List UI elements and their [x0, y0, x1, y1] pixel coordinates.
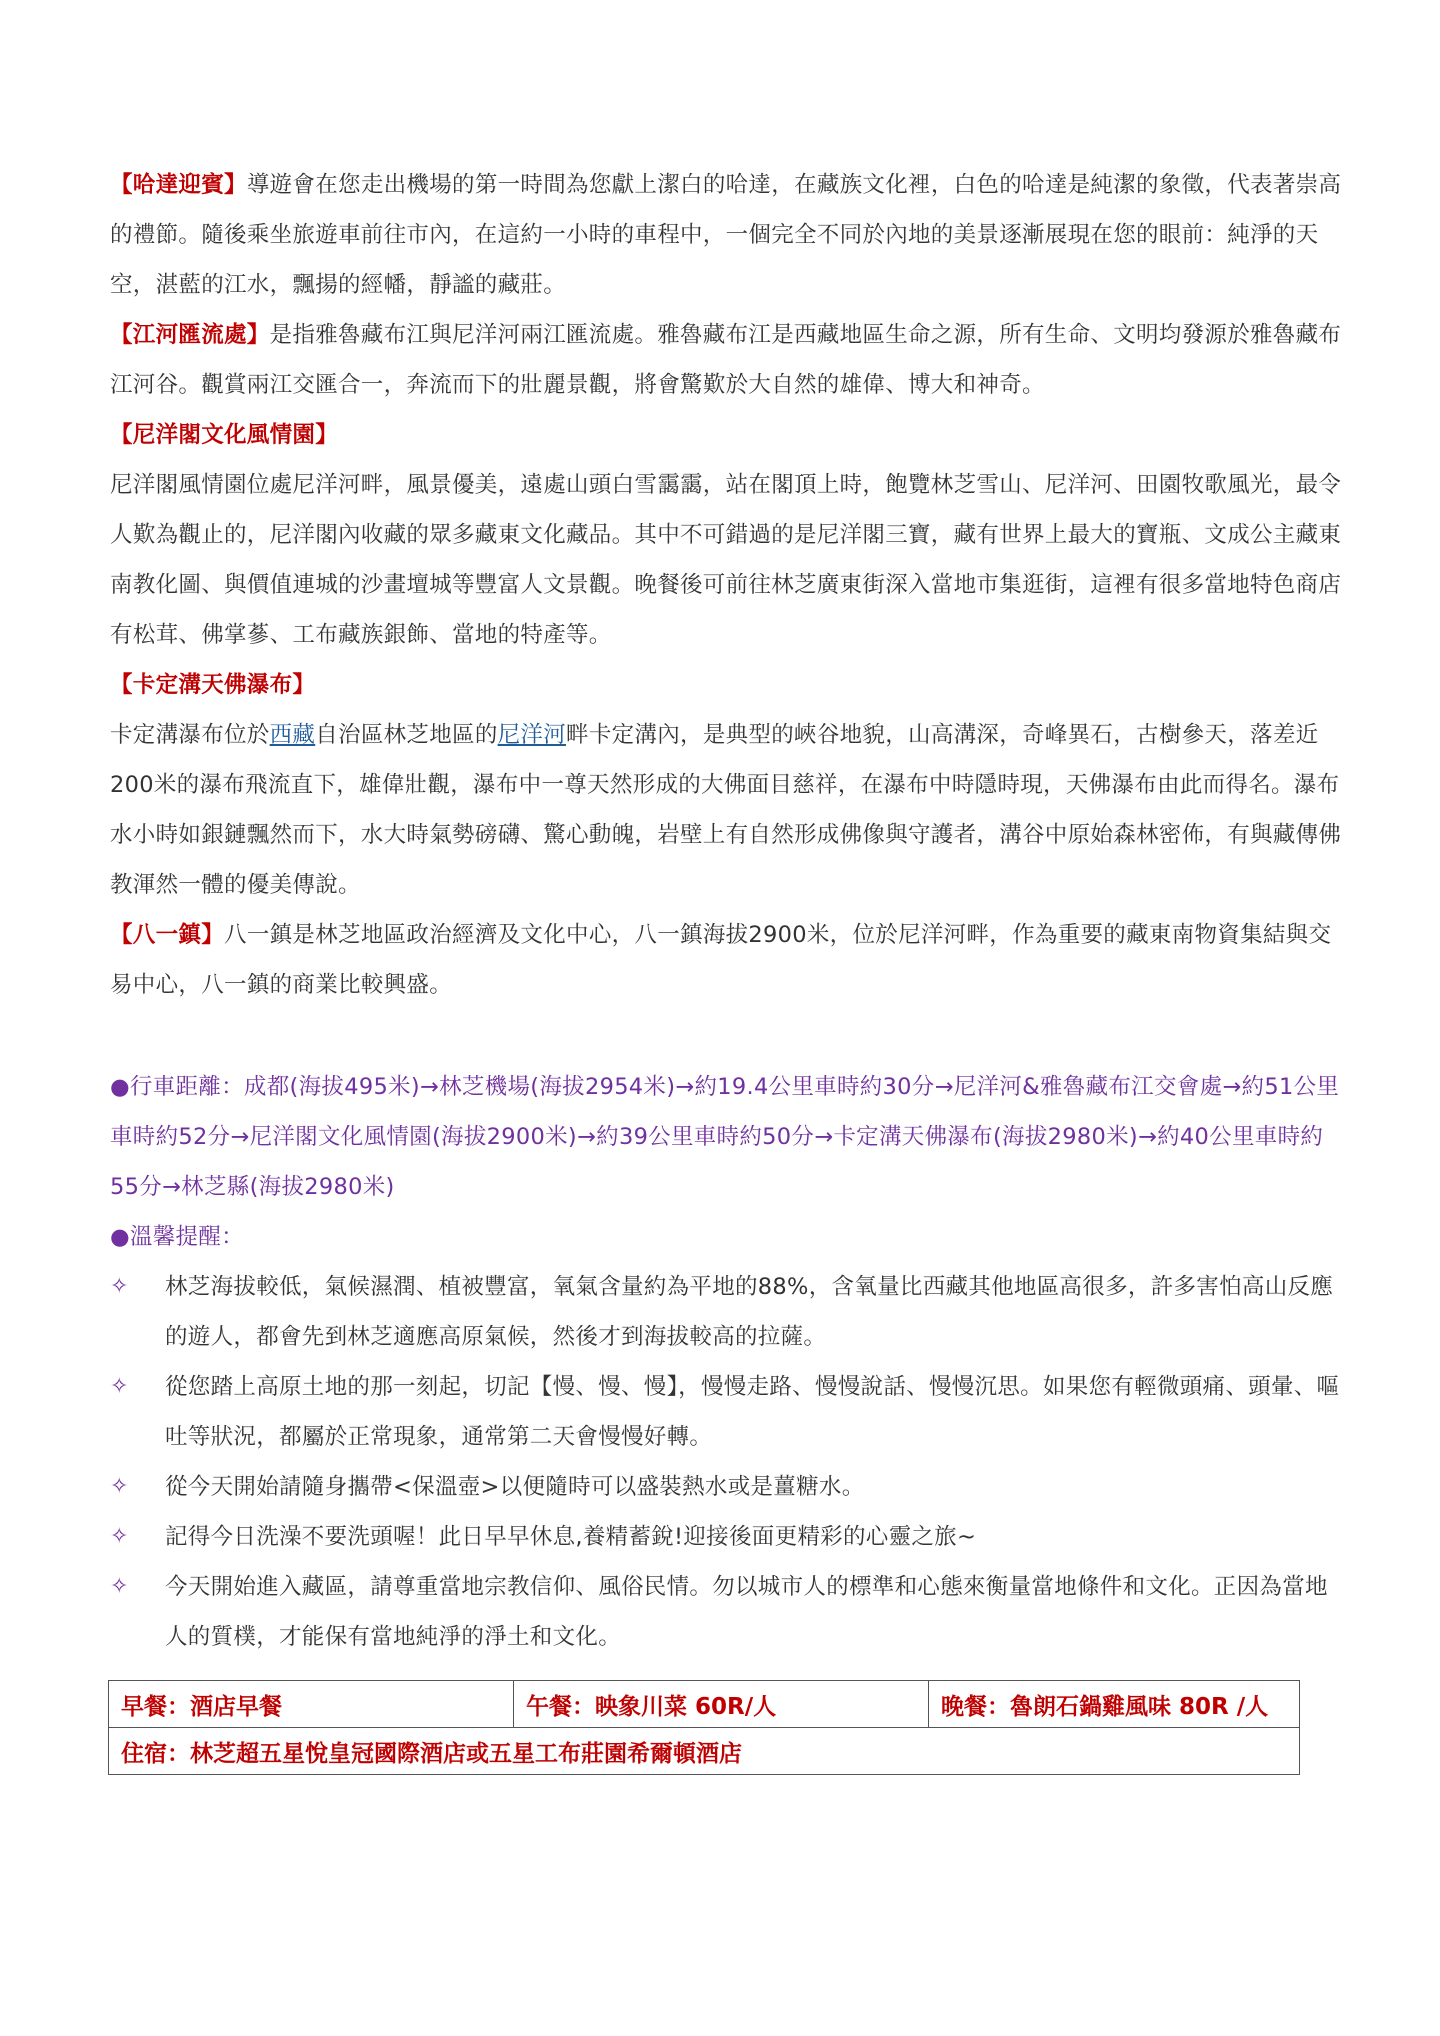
section-heading: 【哈達迎賓】: [110, 172, 247, 198]
section-heading: 【卡定溝天佛瀑布】: [110, 672, 316, 698]
route-distance: ●行車距離：成都(海拔495米)→林芝機場(海拔2954米)→約19.4公里車時約30分→尼洋河&雅魯藏布江交會處→約51公里車時約52分→尼洋閣文化風情園(海拔2900米)→約39公里車時約50分→卡定溝天佛瀑布(海拔2980米)→約40公里車時約55分→林芝縣(海拔2980米): [110, 1074, 1340, 1200]
dinner-cell: 晚餐：魯朗石鍋雞風味 80R /人: [929, 1681, 1300, 1728]
diamond-bullet-icon: ✧: [110, 1524, 129, 1549]
section-heading: 【八一鎮】: [110, 922, 225, 948]
section-text: 自治區林芝地區的: [315, 722, 498, 748]
link-tibet[interactable]: 西藏: [269, 722, 316, 748]
reminder-text: 記得今日洗澡不要洗頭喔！此日早早休息,養精蓄銳!迎接後面更精彩的心靈之旅~: [165, 1524, 977, 1550]
diamond-bullet-icon: ✧: [110, 1574, 129, 1599]
section-heading: 【尼洋閣文化風情園】: [110, 422, 339, 448]
reminder-item: [110, 1262, 1350, 1362]
section-text: 尼洋閣風情園位處尼洋河畔，風景優美，遠處山頭白雪靄靄，站在閣頂上時，飽覽林芝雪山、尼洋河、田園牧歌風光，最令人歎為觀止的，尼洋閣內收藏的眾多藏東文化藏品。其中不可錯過的是尼洋閣三寶，藏有世界上最大的寶瓶、文成公主藏東南教化圖、與價值連城的沙畫壇城等豐富人文景觀。晚餐後可前往林芝廣東街深入當地市集逛街，這裡有很多當地特色商店有松茸、佛掌蔘、工布藏族銀飾、當地的特產等。: [110, 472, 1342, 648]
reminder-text: 林芝海拔較低，氣候濕潤、植被豐富，氧氣含量約為平地的88%，含氧量比西藏其他地區高很多，許多害怕高山反應的遊人，都會先到林芝適應高原氣候，然後才到海拔較高的拉薩。: [165, 1274, 1334, 1350]
section-hada: [110, 160, 1350, 310]
reminder-text: 從今天開始請隨身攜帶<保溫壺>以便隨時可以盛裝熱水或是薑糖水。: [165, 1474, 865, 1500]
section-text: 八一鎮是林芝地區政治經濟及文化中心，八一鎮海拔2900米，位於尼洋河畔，作為重要的藏東南物資集結與交易中心，八一鎮的商業比較興盛。: [110, 922, 1332, 998]
reminder-title: ●溫馨提醒：: [110, 1224, 244, 1250]
reminder-item: [110, 1512, 1350, 1562]
section-text: 導遊會在您走出機場的第一時間為您獻上潔白的哈達，在藏族文化裡，白色的哈達是純潔的象徵，代表著崇高的禮節。隨後乘坐旅遊車前往市內，在這約一小時的車程中，一個完全不同於內地的美景逐漸展現在您的眼前：純淨的天空，湛藍的江水，飄揚的經幡，靜謐的藏莊。: [110, 172, 1342, 298]
section-kading: [110, 660, 1350, 910]
section-text: 畔卡定溝內，是典型的峽谷地貌，山高溝深，奇峰異石，古樹參天，落差近200米的瀑布飛流直下，雄偉壯觀，瀑布中一尊天然形成的大佛面目慈祥，在瀑布中時隱時現，天佛瀑布由此而得名。瀑布水小時如銀鏈飄然而下，水大時氣勢磅礴、驚心動魄，岩壁上有自然形成佛像與守護者，溝谷中原始森林密佈，有與藏傳佛教渾然一體的優美傳說。: [110, 722, 1342, 898]
breakfast-cell: 早餐：酒店早餐: [109, 1681, 514, 1728]
reminder-item: [110, 1562, 1350, 1662]
diamond-bullet-icon: ✧: [110, 1374, 129, 1399]
link-niyang-river[interactable]: 尼洋河: [497, 722, 567, 748]
spacer: [110, 1010, 1350, 1062]
reminder-text: 從您踏上高原土地的那一刻起，切記【慢、慢、慢】，慢慢走路、慢慢說話、慢慢沉思。如果您有輕微頭痛、頭暈、嘔吐等狀況，都屬於正常現象，通常第二天會慢慢好轉。: [165, 1374, 1340, 1450]
reminder-text: 今天開始進入藏區，請尊重當地宗教信仰、風俗民情。勿以城市人的標準和心態來衡量當地條件和文化。正因為當地人的質樸，才能保有當地純淨的淨土和文化。: [165, 1574, 1328, 1650]
lunch-cell: 午餐：映象川菜 60R/人: [514, 1681, 929, 1728]
section-niyang: [110, 410, 1350, 660]
section-heading: 【江河匯流處】: [110, 322, 270, 348]
diamond-bullet-icon: ✧: [110, 1274, 129, 1299]
lodging-row: [109, 1728, 1300, 1775]
meal-row: [109, 1681, 1300, 1728]
reminder-item: [110, 1362, 1350, 1462]
lodging-cell: 住宿：林芝超五星悅皇冠國際酒店或五星工布莊園希爾頓酒店: [109, 1728, 1300, 1775]
section-text: 卡定溝瀑布位於: [110, 722, 270, 748]
meal-table: [108, 1680, 1300, 1775]
section-bayi: [110, 910, 1350, 1010]
diamond-bullet-icon: ✧: [110, 1474, 129, 1499]
reminder-item: [110, 1462, 1350, 1512]
itinerary-page: [110, 160, 1350, 1662]
section-text: 是指雅魯藏布江與尼洋河兩江匯流處。雅魯藏布江是西藏地區生命之源，所有生命、文明均發源於雅魯藏布江河谷。觀賞兩江交匯合一，奔流而下的壯麗景觀，將會驚歎於大自然的雄偉、博大和神奇。: [110, 322, 1342, 398]
section-confluence: [110, 310, 1350, 410]
